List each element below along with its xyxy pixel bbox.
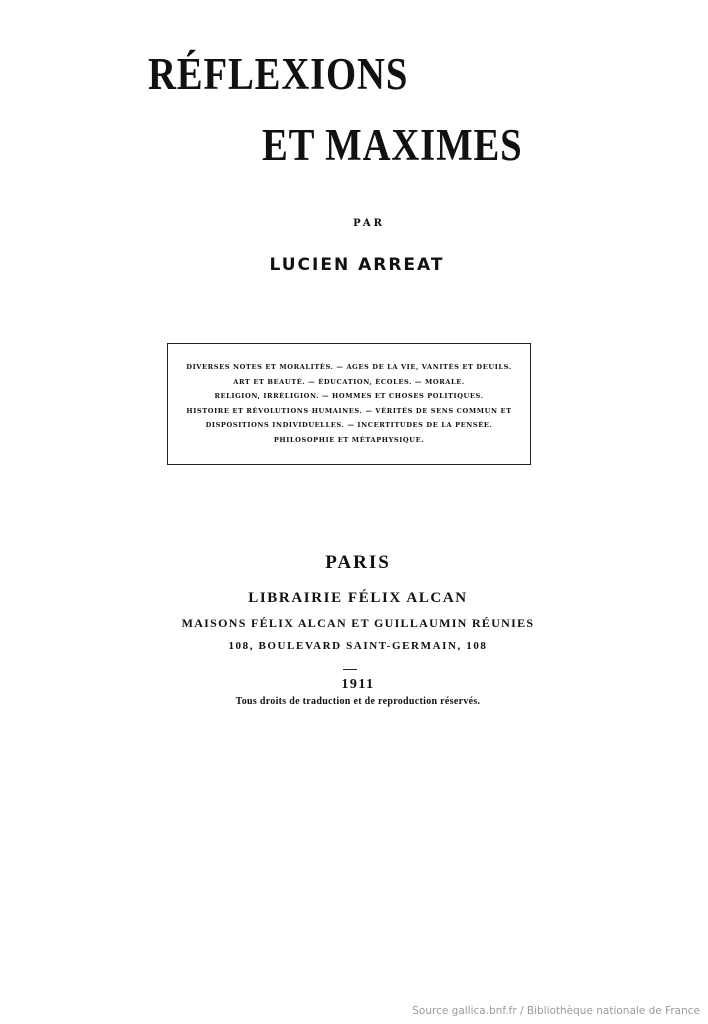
author-name: LUCIEN ARREAT [269, 255, 445, 275]
title-line-2: ET MAXIMES [262, 120, 523, 170]
imprint-rights: Tous droits de traduction et de reproduction réservés. [235, 696, 481, 707]
title-line-1: RÉFLEXIONS [148, 49, 409, 99]
contents-line: DIVERSES NOTES ET MORALITÉS. — AGES DE LA VIE, VANITÉS ET DEUILS. [186, 363, 512, 371]
contents-line: ART ET BEAUTÉ. — ÉDUCATION, ÉCOLES. — MORALE. [233, 377, 465, 386]
imprint-city: PARIS [325, 552, 391, 573]
contents-line: HISTOIRE ET RÉVOLUTIONS HUMAINES. — VÉRITÉS DE SENS COMMUN ET [186, 406, 512, 415]
imprint-address: 108, BOULEVARD SAINT-GERMAIN, 108 [228, 640, 488, 652]
contents-line: PHILOSOPHIE ET MÉTAPHYSIQUE. [273, 435, 425, 444]
contents-list [168, 360, 530, 448]
imprint-houses: MAISONS FÉLIX ALCAN ET GUILLAUMIN RÉUNIES [181, 616, 535, 630]
imprint-publisher: LIBRAIRIE FÉLIX ALCAN [248, 590, 468, 606]
imprint-year: 1911 [341, 677, 375, 692]
source-credit: Source gallica.bnf.fr / Bibliothèque nationale de France [412, 1005, 700, 1017]
contents-box [167, 343, 531, 465]
contents-line: RELIGION, IRRÉLIGION. — HOMMES ET CHOSES POLITIQUES. [214, 392, 484, 401]
divider-rule [343, 669, 357, 670]
contents-line: DISPOSITIONS INDIVIDUELLES. — INCERTITUDES DE LA PENSÉE. [205, 421, 493, 430]
byline-par: PAR [353, 218, 385, 229]
